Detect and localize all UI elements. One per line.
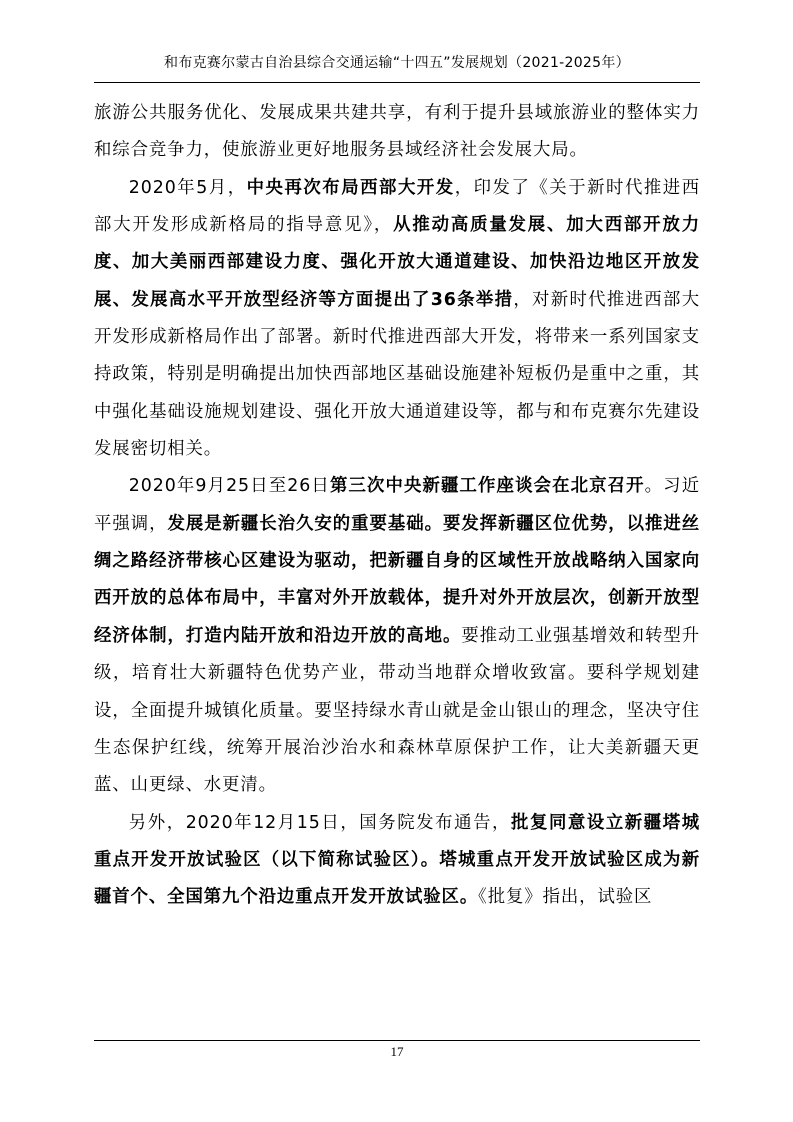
- footer-divider: [94, 1040, 700, 1041]
- text-run: 要推动工业强基增效和转型升级，培育壮大新疆特色优势产业，带动当地群众增收致富。要科学规划建设，全面提升城镇化质量。要坚持绿水青山就是金山银山的理念，坚决守住生态保护红线，统筹开展治沙治水和森林草原保护工作，让大美新疆天更蓝、山更绿、水更清。: [94, 625, 700, 796]
- bold-text-run: 批复同意设立新疆塔城重点开发开放试验区（以下简称试验区）。塔城重点开发开放试验区成为新疆首个、全国第九个沿边重点开发开放试验区。: [94, 812, 700, 908]
- document-body: [94, 95, 700, 917]
- page-header-title: 和布克赛尔蒙古自治县综合交通运输“十四五”发展规划（2021-2025年）: [164, 55, 630, 71]
- bold-text-run: 第三次中央新疆工作座谈会在北京召开: [329, 476, 645, 497]
- paragraph-2: [94, 170, 700, 469]
- text-run: 旅游公共服务优化、发展成果共建共享，有利于提升县域旅游业的整体实力和综合竞争力，使旅游业更好地服务县域经济社会发展大局。: [94, 103, 700, 161]
- paragraph-1: [94, 95, 700, 170]
- text-run: 《批复》指出，试验区: [478, 887, 653, 908]
- paragraph-4: [94, 805, 700, 917]
- header-divider: [94, 82, 700, 83]
- bold-text-run: 从推动高质量发展、加大西部开放力度、加大美丽西部建设力度、强化开放大通道建设、加快沿边地区开放发展、发展高水平开放型经济等方面提出了36条举措: [94, 215, 700, 310]
- text-run: ，印发了《关于新时代推进西部大开发形成新格局的指导意见》，: [94, 177, 701, 236]
- bold-text-run: 中央再次布局西部大开发: [246, 177, 455, 198]
- text-run: ，对新时代推进西部大开发形成新格局作出了部署。新时代推进西部大开发，将带来一系列国家支持政策，特别是明确提出加快西部地区基础设施建补短板仍是重中之重，其中强化基础设施规划建设、强化开放大通道建设等，都与和布克赛尔先建设发展密切相关。: [94, 289, 700, 460]
- text-run: 2020年9月25日至26日: [128, 476, 330, 497]
- bold-text-run: 发展是新疆长治久安的重要基础。要发挥新疆区位优势，以推进丝绸之路经济带核心区建设为驱动，把新疆自身的区域性开放战略纳入国家向西开放的总体布局中，丰富对外开放载体，提升对外开放层次，创新开放型经济体制，打造内陆开放和沿边开放的高地。: [94, 513, 700, 646]
- paragraph-3: [94, 468, 700, 804]
- page-number: 17: [390, 1044, 404, 1059]
- text-run: 2020年5月，: [128, 177, 247, 198]
- text-run: 。习近平强调，: [94, 476, 700, 534]
- text-run: 另外，2020年12月15日，国务院发布通告，: [128, 812, 512, 833]
